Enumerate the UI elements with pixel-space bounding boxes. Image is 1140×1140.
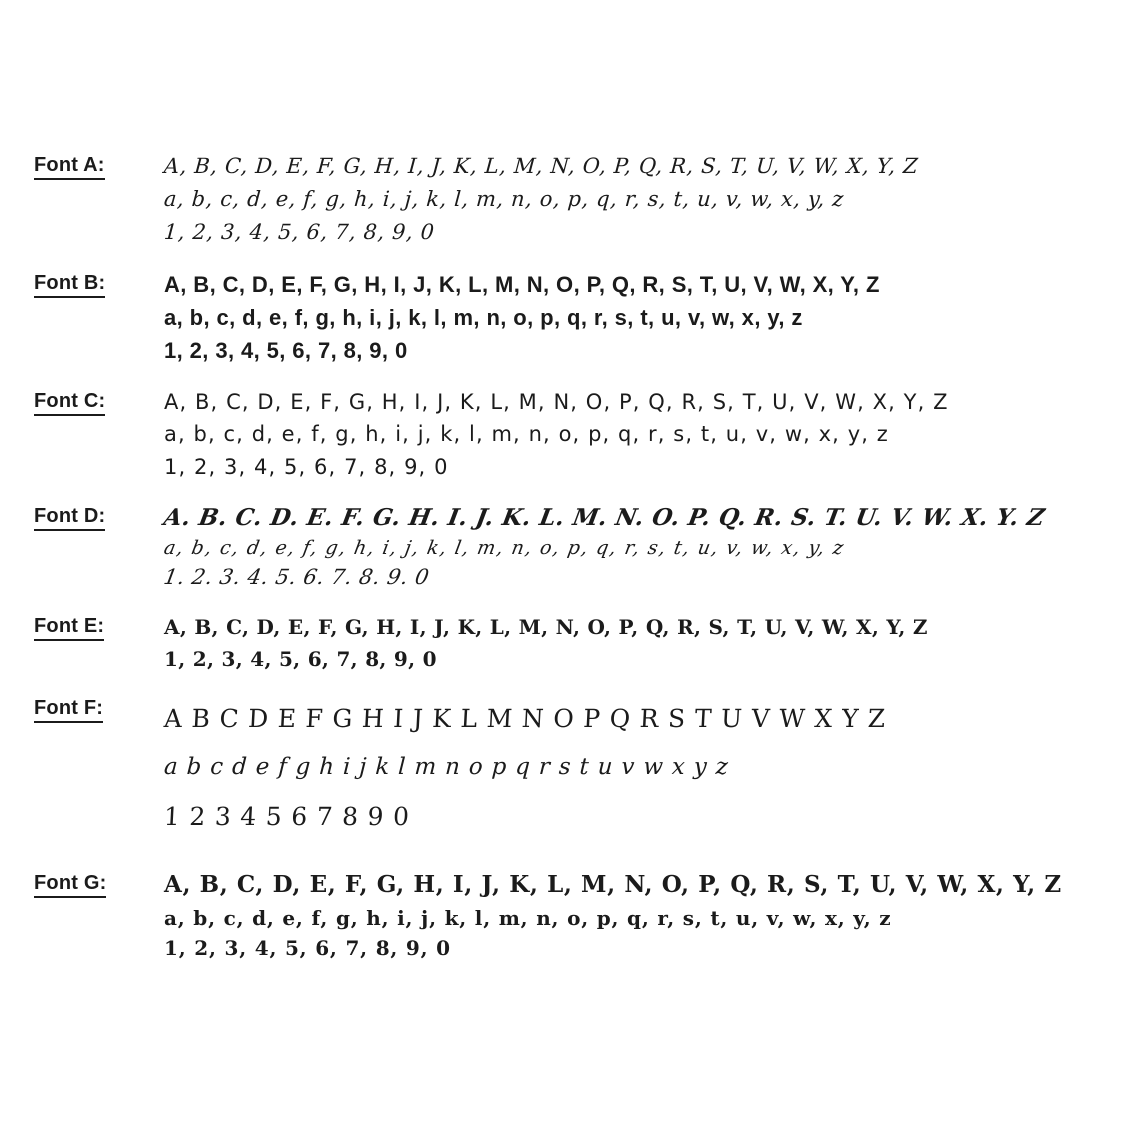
- sample-lowercase: a b c d e f g h i j k l m n o p q r s t u v w x y z: [163, 754, 730, 781]
- sample-uppercase: A, B, C, D, E, F, G, H, I, J, K, L, M, N, O, P, Q, R, S, T, U, V, W, X, Y, Z: [164, 271, 880, 297]
- specimen-label-font-c: [34, 386, 154, 416]
- sample-lowercase: a, b, c, d, e, f, g, h, i, j, k, l, m, n, o, p, q, r, s, t, u, v, w, x, y, z: [164, 304, 803, 330]
- specimen-label-text: Font G:: [34, 872, 106, 898]
- specimen-label-font-e: [34, 611, 154, 641]
- specimen-label-text: Font E:: [34, 615, 104, 641]
- specimen-label-font-f: [34, 693, 154, 723]
- specimen-samples-font-g: [154, 868, 1100, 963]
- sample-numerals: 1, 2, 3, 4, 5, 6, 7, 8, 9, 0: [164, 338, 408, 364]
- specimen-samples-font-c: [154, 386, 1100, 484]
- sample-lowercase: a, b, c, d, e, f, g, h, i, j, k, l, m, n, o, p, q, r, s, t, u, v, w, x, y, z: [162, 536, 847, 559]
- specimen-label-text: Font F:: [34, 697, 103, 723]
- sample-numerals: 1, 2, 3, 4, 5, 6, 7, 8, 9, 0: [164, 646, 437, 671]
- specimen-label-text: Font C:: [34, 390, 105, 416]
- sample-lowercase: a, b, c, d, e, f, g, h, i, j, k, l, m, n, o, p, q, r, s, t, u, v, w, x, y, z: [164, 422, 889, 447]
- specimen-row-font-d: [34, 501, 1100, 592]
- sample-uppercase: A, B, C, D, E, F, G, H, I, J, K, L, M, N, O, P, Q, R, S, T, U, V, W, X, Y, Z: [164, 389, 949, 414]
- specimen-samples-font-b: [154, 268, 1100, 368]
- specimen-samples-font-a: [154, 150, 1100, 250]
- sample-uppercase: A, B, C, D, E, F, G, H, I, J, K, L, M, N, O, P, Q, R, S, T, U, V, W, X, Y, Z: [163, 154, 920, 178]
- specimen-label-font-d: [34, 501, 154, 531]
- specimen-label-text: Font B:: [34, 272, 105, 298]
- sample-numerals: 1, 2, 3, 4, 5, 6, 7, 8, 9, 0: [164, 935, 451, 960]
- sample-lowercase: a, b, c, d, e, f, g, h, i, j, k, l, m, n, o, p, q, r, s, t, u, v, w, x, y, z: [163, 187, 845, 212]
- specimen-samples-font-d: [154, 501, 1100, 592]
- specimen-row-font-e: [34, 611, 1100, 675]
- specimen-row-font-f: [34, 693, 1100, 843]
- sample-lowercase: a, b, c, d, e, f, g, h, i, j, k, l, m, n, o, p, q, r, s, t, u, v, w, x, y, z: [164, 905, 892, 930]
- sample-numerals: 1, 2, 3, 4, 5, 6, 7, 8, 9, 0: [163, 220, 436, 245]
- sample-numerals: 1, 2, 3, 4, 5, 6, 7, 8, 9, 0: [164, 454, 449, 479]
- specimen-label-font-a: [34, 150, 154, 180]
- specimen-row-font-c: [34, 386, 1100, 484]
- specimen-samples-font-e: [154, 611, 1100, 675]
- specimen-row-font-g: [34, 868, 1100, 963]
- sample-uppercase: A. B. C. D. E. F. G. H. I. J. K. L. M. N. O. P. Q. R. S. T. U. V. W. X. Y. Z: [161, 504, 1047, 532]
- specimen-label-font-g: [34, 868, 154, 898]
- specimen-label-text: Font D:: [34, 505, 105, 531]
- sample-uppercase: A B C D E F G H I J K L M N O P Q R S T U V W X Y Z: [163, 703, 887, 733]
- sample-numerals: 1 2 3 4 5 6 7 8 9 0: [163, 802, 411, 832]
- specimen-samples-font-f: [154, 693, 1100, 843]
- sample-uppercase: A, B, C, D, E, F, G, H, I, J, K, L, M, N, O, P, Q, R, S, T, U, V, W, X, Y, Z: [164, 871, 1062, 899]
- sample-uppercase: A, B, C, D, E, F, G, H, I, J, K, L, M, N, O, P, Q, R, S, T, U, V, W, X, Y, Z: [164, 614, 928, 639]
- specimen-row-font-b: [34, 268, 1100, 368]
- sample-numerals: 1. 2. 3. 4. 5. 6. 7. 8. 9. 0: [161, 565, 432, 590]
- specimen-label-font-b: [34, 268, 154, 298]
- specimen-label-text: Font A:: [34, 154, 105, 180]
- specimen-row-font-a: [34, 150, 1100, 250]
